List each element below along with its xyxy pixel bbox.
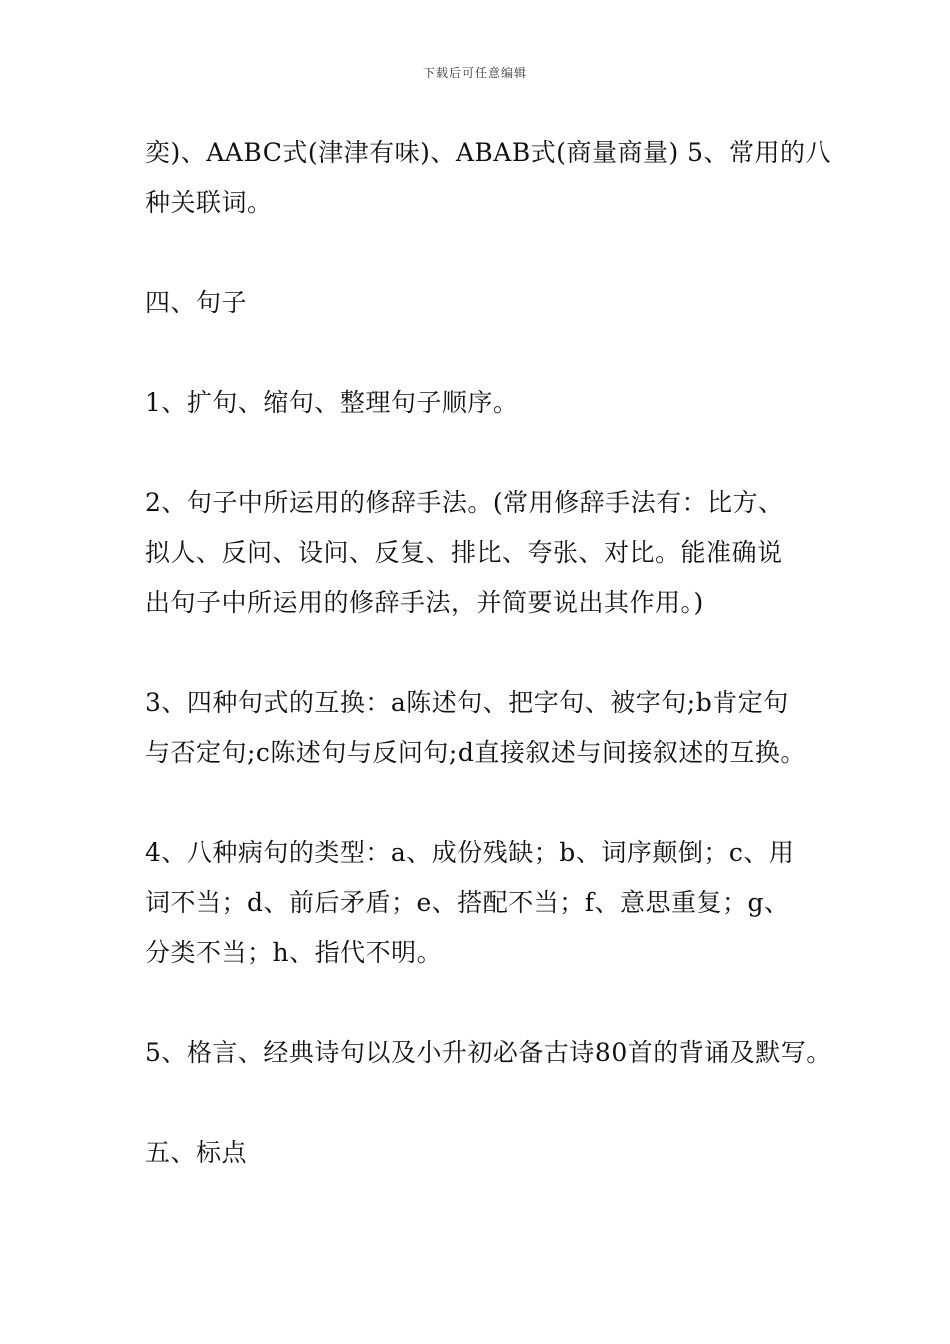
paragraph-item-2: [145, 478, 835, 628]
section-heading-sentences: [145, 278, 835, 328]
text-line: 2、句子中所运用的修辞手法。(常用修辞手法有：比方、: [145, 488, 784, 517]
page-header: 下载后可任意编辑: [422, 66, 527, 80]
paragraph-item-4: [145, 828, 835, 978]
text-line: 出句子中所运用的修辞手法，并简要说出其作用。): [145, 588, 704, 617]
paragraph-item-1: [145, 378, 835, 428]
paragraph-item-5: [145, 1028, 835, 1078]
paragraph-item-3: [145, 678, 835, 778]
text-line: 与否定句;c陈述句与反问句;d直接叙述与间接叙述的互换。: [145, 738, 806, 767]
text-line: 5、格言、经典诗句以及小升初必备古诗80首的背诵及默写。: [145, 1038, 832, 1067]
text-line: 分类不当；h、指代不明。: [145, 938, 443, 967]
text-line: 拟人、反问、设问、反复、排比、夸张、对比。能准确说: [145, 538, 783, 567]
paragraph-idiom-patterns: [145, 128, 835, 228]
text-line: 奕)、AABC式(津津有味)、ABAB式(商量商量) 5、常用的八: [145, 138, 832, 167]
text-line: 词不当；d、前后矛盾；e、搭配不当；f、意思重复；g、: [145, 888, 790, 917]
text-line: 1、扩句、缩句、整理句子顺序。: [145, 388, 519, 417]
text-line: 四、句子: [145, 288, 248, 317]
section-heading-punctuation: [145, 1128, 835, 1178]
text-line: 4、八种病句的类型：a、成份残缺；b、词序颠倒；c、用: [145, 838, 795, 867]
document-body: [145, 128, 835, 1228]
text-line: 种关联词。: [145, 188, 273, 217]
text-line: 五、标点: [145, 1138, 248, 1167]
text-line: 3、四种句式的互换：a陈述句、把字句、被字句;b肯定句: [145, 688, 789, 717]
